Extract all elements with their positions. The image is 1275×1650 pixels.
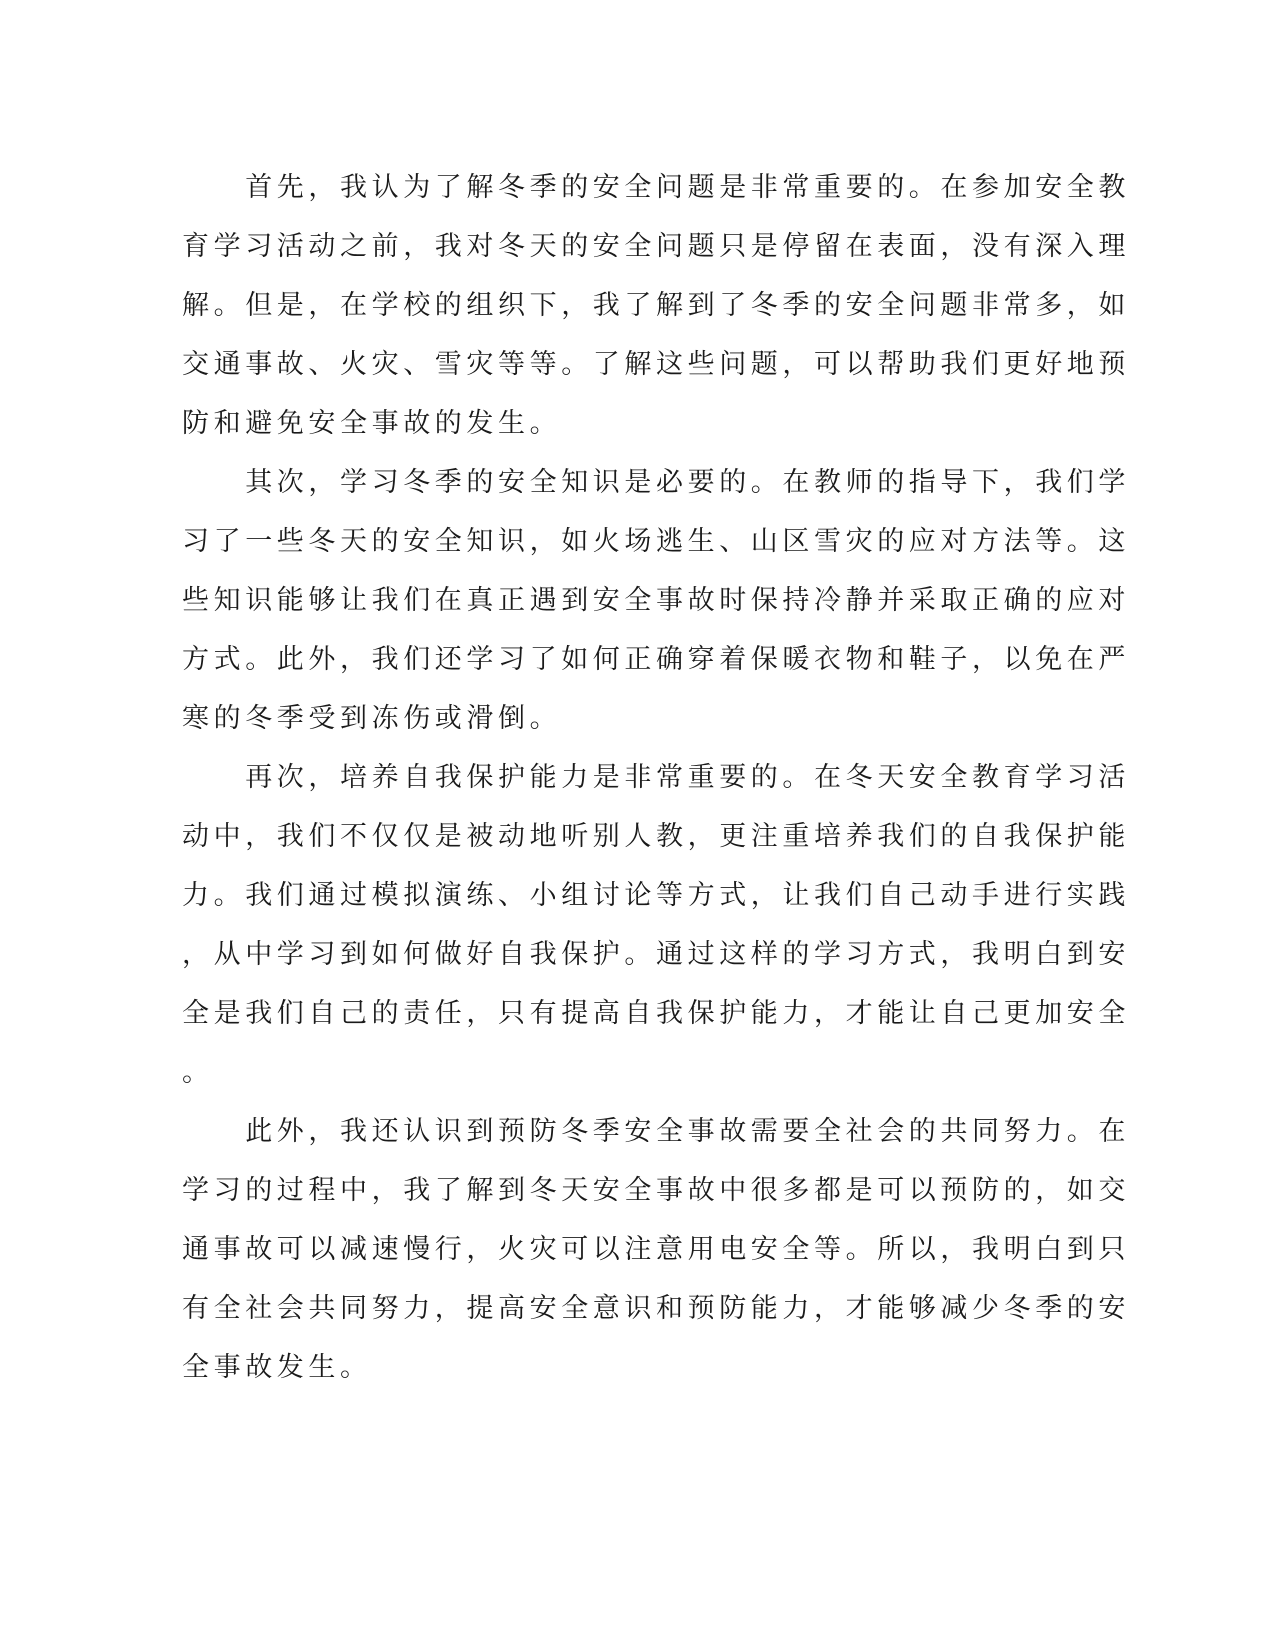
text-line: 力。我们通过模拟演练、小组讨论等方式，让我们自己动手进行实践 [182,880,1130,911]
document-body [182,158,1182,1397]
text-line: 解。但是，在学校的组织下，我了解到了冬季的安全问题非常多，如 [182,290,1130,321]
text-line: 有全社会共同努力，提高安全意识和预防能力，才能够减少冬季的安 [182,1293,1130,1324]
text-line: 其次，学习冬季的安全知识是必要的。在教师的指导下，我们学 [182,467,1130,498]
text-line: 习了一些冬天的安全知识，如火场逃生、山区雪灾的应对方法等。这 [182,526,1130,557]
paragraph-2 [182,453,1182,748]
paragraph-3 [182,748,1182,1102]
text-line: 方式。此外，我们还学习了如何正确穿着保暖衣物和鞋子，以免在严 [182,644,1130,675]
paragraph-4 [182,1102,1182,1397]
text-line: 动中，我们不仅仅是被动地听别人教，更注重培养我们的自我保护能 [182,821,1130,852]
text-line: 全是我们自己的责任，只有提高自我保护能力，才能让自己更加安全 [182,998,1130,1029]
text-line: 交通事故、火灾、雪灾等等。了解这些问题，可以帮助我们更好地预 [182,349,1130,380]
paragraph-1 [182,158,1182,453]
text-line: 学习的过程中，我了解到冬天安全事故中很多都是可以预防的，如交 [182,1175,1130,1206]
text-line: 此外，我还认识到预防冬季安全事故需要全社会的共同努力。在 [182,1116,1130,1147]
text-line: 寒的冬季受到冻伤或滑倒。 [182,703,562,734]
text-line: ，从中学习到如何做好自我保护。通过这样的学习方式，我明白到安 [182,939,1130,970]
text-line: 防和避免安全事故的发生。 [182,408,562,439]
text-line: 通事故可以减速慢行，火灾可以注意用电安全等。所以，我明白到只 [182,1234,1130,1265]
text-line: 育学习活动之前，我对冬天的安全问题只是停留在表面，没有深入理 [182,231,1130,262]
text-line: 首先，我认为了解冬季的安全问题是非常重要的。在参加安全教 [182,172,1130,203]
text-line: 些知识能够让我们在真正遇到安全事故时保持冷静并采取正确的应对 [182,585,1130,616]
text-line: 全事故发生。 [182,1352,372,1383]
text-line: 。 [182,1057,214,1088]
text-line: 再次，培养自我保护能力是非常重要的。在冬天安全教育学习活 [182,762,1130,793]
